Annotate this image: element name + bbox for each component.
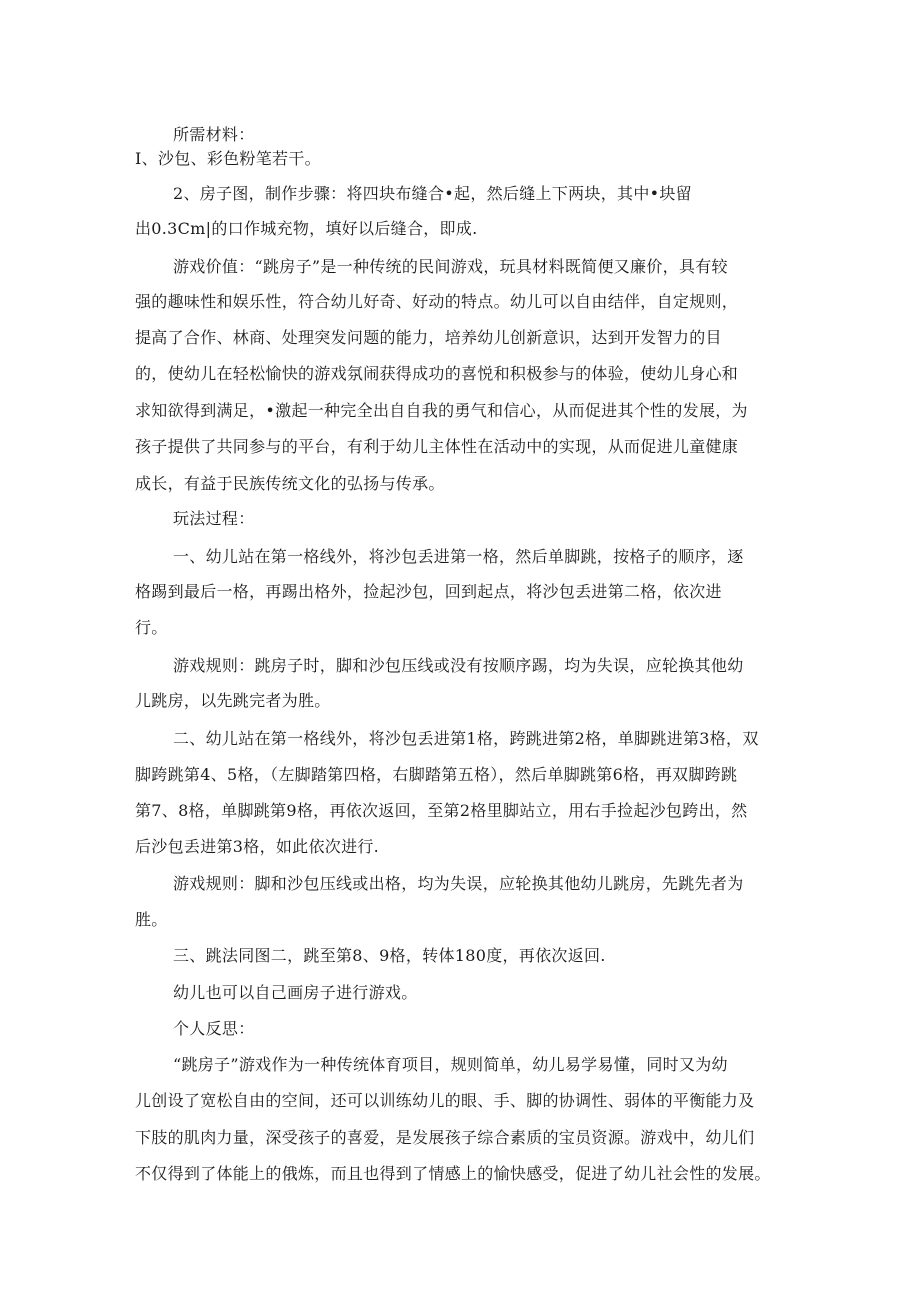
text-line: 游戏规则：脚和沙包压线或出格，均为失误，应轮换其他幼儿跳房，先跳先者为 bbox=[173, 874, 744, 893]
text-line: I、沙包、彩色粉笔若干。 bbox=[135, 149, 321, 168]
text-line: 提高了合作、林商、处理突发问题的能力，培养幼儿创新意识，达到开发智力的目 bbox=[135, 328, 722, 347]
text-line: 儿创设了宽松自由的空间，还可以训练幼儿的眼、手、脚的协调性、弱体的平衡能力及 bbox=[135, 1091, 755, 1110]
text-line: 幼儿也可以自己画房子进行游戏。 bbox=[173, 983, 418, 1002]
text-line: 胜。 bbox=[135, 910, 168, 929]
text-line: 格踢到最后一格，再踢出格外，捡起沙包，回到起点，将沙包丢进第二格，依次进 bbox=[135, 582, 722, 601]
text-line: 成长，有益于民族传统文化的弘扬与传承。 bbox=[135, 474, 445, 493]
text-line: 三、跳法同图二，跳至第8、9格，转体180度，再依次返回. bbox=[173, 946, 606, 965]
text-line: 2、房子图，制作步骤：将四块布缝合•起，然后缝上下两块，其中•块留 bbox=[173, 184, 692, 203]
text-line: 游戏价值：“跳房子”是一种传统的民间游戏，玩具材料既简便又廉价，具有较 bbox=[173, 257, 728, 276]
text-line: 所需材料： bbox=[173, 125, 255, 144]
text-line: 游戏规则：跳房子时，脚和沙包压线或没有按顺序踢，均为失误，应轮换其他幼 bbox=[173, 656, 744, 675]
text-line: 的，使幼儿在轻松愉快的游戏氛闹获得成功的喜悦和积极参与的体验，使幼儿身心和 bbox=[135, 364, 739, 383]
text-line: 后沙包丢进第3格，如此依次进行. bbox=[135, 837, 380, 856]
text-line: 玩法过程： bbox=[173, 509, 255, 528]
text-line: 儿跳房，以先跳完者为胜。 bbox=[135, 691, 331, 710]
text-line: 孩子提供了共同参与的平台，有利于幼儿主体性在活动中的实现，从而促进儿童健康 bbox=[135, 437, 739, 456]
text-line: 出0.3Cm|的口作城充物，填好以后缝合，即成. bbox=[135, 219, 478, 238]
text-line: 行。 bbox=[135, 618, 168, 637]
text-line: 脚跨跳第4、5格，（左脚踏第四格，右脚踏第五格），然后单脚跳第6格，再双脚跨跳 bbox=[135, 765, 738, 784]
text-line: 一、幼儿站在第一格线外，将沙包丢进第一格，然后单脚跳，按格子的顺序，逐 bbox=[173, 547, 744, 566]
text-line: “跳房子”游戏作为一种传统体育项目，规则简单，幼儿易学易懂，同时又为幼 bbox=[173, 1055, 728, 1074]
text-line: 二、幼儿站在第一格线外，将沙包丢进第1格，跨跳进第2格，单脚跳进第3格，双 bbox=[173, 729, 759, 748]
text-line: 第7、8格，单脚跳第9格，再依次返回，至第2格里脚站立，用右手捡起沙包跨出，然 bbox=[135, 801, 748, 820]
text-line: 强的趣味性和娱乐性，符合幼儿好奇、好动的特点。幼儿可以自由结伴，自定规则， bbox=[135, 292, 739, 311]
text-line: 下肢的肌肉力量，深受孩子的喜爱，是发展孩子综合素质的宝员资源。游戏中，幼儿们 bbox=[135, 1128, 755, 1147]
text-line: 个人反思： bbox=[173, 1019, 255, 1038]
text-line: 不仅得到了体能上的俄炼，而且也得到了情感上的愉快感受，促进了幼儿社会性的发展。 bbox=[135, 1164, 771, 1183]
text-line: 求知欲得到满足，•激起一种完全出自自我的勇气和信心，从而促进其个性的发展，为 bbox=[135, 401, 748, 420]
